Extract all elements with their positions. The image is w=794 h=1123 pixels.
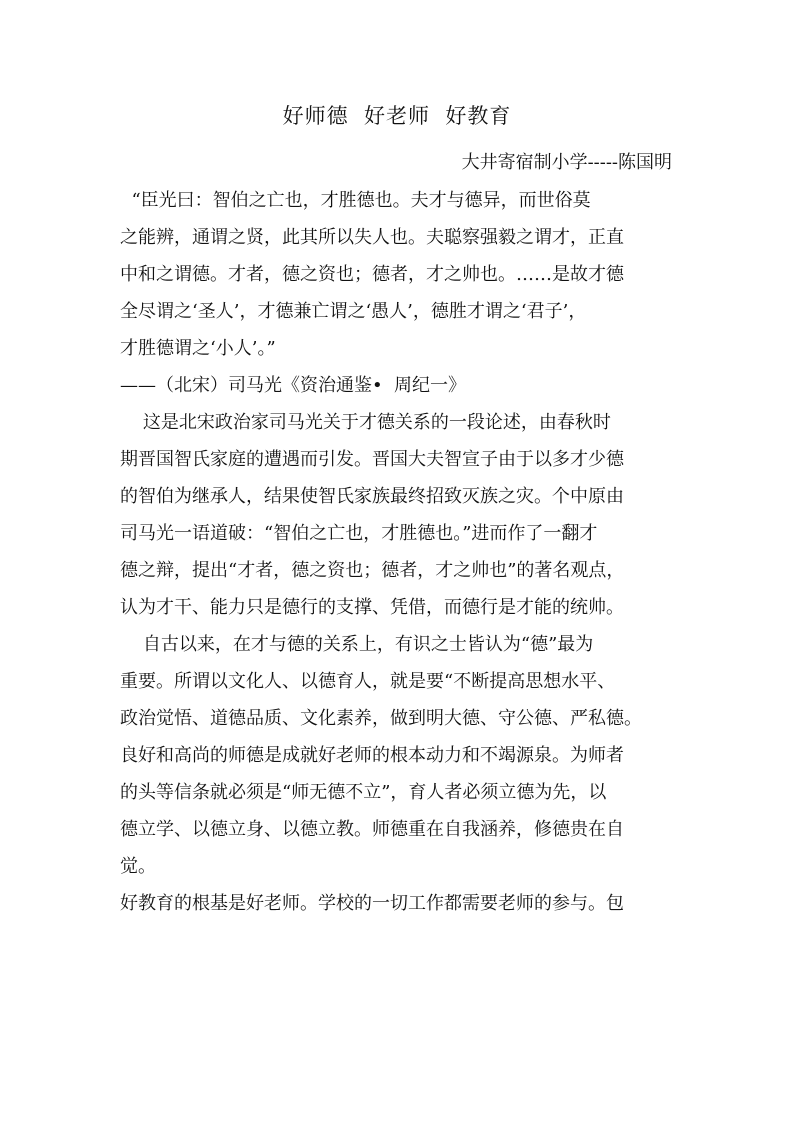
text-line: 好教育的根基是好老师。学校的一切工作都需要老师的参与。包 <box>120 893 624 914</box>
text-line: 自古以来，在才与德的关系上，有识之士皆认为“德”最为 <box>120 634 594 655</box>
text-line: 德之辩，提出“才者，德之资也；德者，才之帅也”的著名观点， <box>120 560 625 581</box>
document-author: 大井寄宿制小学-----陈国明 <box>461 152 672 173</box>
text-line: 认为才干、能力只是德行的支撑、凭借，而德行是才能的统帅。 <box>120 597 624 618</box>
text-line: 之能辨，通谓之贤，此其所以失人也。夫聪察强毅之谓才，正直 <box>120 227 624 248</box>
text-line: 全尽谓之‘圣人’，才德兼亡谓之‘愚人’，德胜才谓之‘君子’， <box>120 301 587 322</box>
text-line: 重要。所谓以文化人、以德育人，就是要“不断提高思想水平、 <box>120 671 616 692</box>
text-line: 中和之谓德。才者，德之资也；德者，才之帅也。……是故才德 <box>120 264 624 285</box>
text-line: 期晋国智氏家庭的遭遇而引发。晋国大夫智宣子由于以多才少德 <box>120 449 624 470</box>
text-line: 良好和高尚的师德是成就好老师的根本动力和不竭源泉。为师者 <box>120 745 624 766</box>
text-line: 司马光一语道破：“智伯之亡也，才胜德也。”进而作了一翻才 <box>120 523 598 544</box>
text-line: 政治觉悟、道德品质、文化素养，做到明大德、守公德、严私德。 <box>120 708 642 729</box>
text-line: 的智伯为继承人，结果使智氏家族最终招致灭族之灾。个中原由 <box>120 486 624 507</box>
citation-line: ——（北宋）司马光《资治通鉴• 周纪一》 <box>120 375 467 396</box>
text-line: 才胜德谓之‘小人’。” <box>120 338 276 359</box>
text-line: 这是北宋政治家司马光关于才德关系的一段论述，由春秋时 <box>120 412 611 433</box>
text-line: 德立学、以德立身、以德立教。师德重在自我涵养，修德贵在自 <box>120 819 624 840</box>
text-line: “臣光曰：智伯之亡也，才胜德也。夫才与德异，而世俗莫 <box>120 190 591 211</box>
text-line: 的头等信条就必须是“师无德不立”，育人者必须立德为先，以 <box>120 782 607 803</box>
text-line: 觉。 <box>120 856 156 877</box>
document-title: 好师德 好老师 好教育 <box>282 104 512 128</box>
